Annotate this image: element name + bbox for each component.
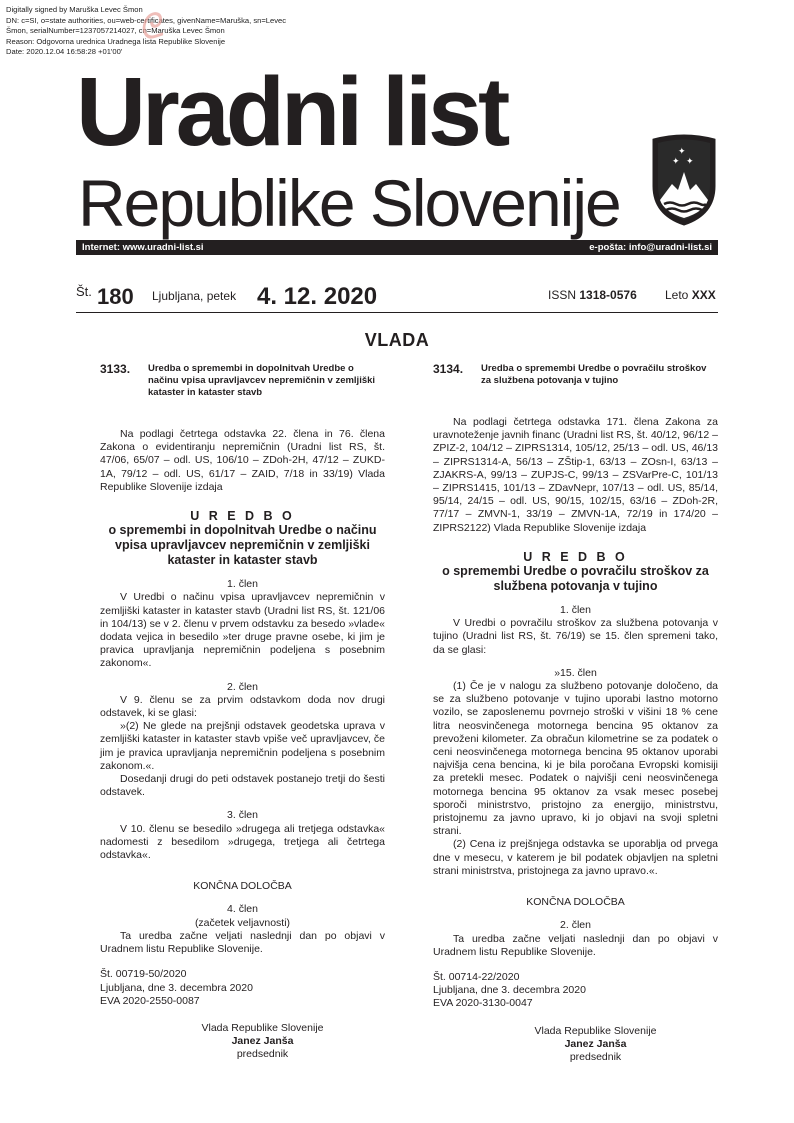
reference-date: Ljubljana, dne 3. decembra 2020 bbox=[433, 984, 586, 997]
reference-date: Ljubljana, dne 3. decembra 2020 bbox=[100, 981, 253, 994]
svg-text:✦: ✦ bbox=[678, 147, 686, 157]
clen-heading: 2. člen bbox=[560, 919, 591, 932]
signature-line: Date: 2020.12.04 16:58:28 +01'00' bbox=[6, 47, 123, 57]
signature-line: DN: c=SI, o=state authorities, ou=web-certificates, givenName=Maruška, sn=Levec bbox=[6, 15, 287, 25]
clen-heading: »15. člen bbox=[554, 666, 597, 679]
issue-number-label: Št. bbox=[76, 284, 92, 299]
clen-text: (1) Če je v nalogu za službeno potovanje določeno, da se za službeno potovanje v tujino uporabi lastno motorno vozilo, se zaposlenemu povrnejo stroški v višini 18 % cene litra neosvinčenega motornega bencina 95 oktanov za prevoženi kilometer. Za obračun kilometrine se za podatek o ceni neosvinčenega motornega bencina 95 oktanov uporabi najvišja cena bencina, ki je bila poročana Evropski komisiji za pretekli mesec. Podatek o najvišji ceni neosvinčenega motornega bencina 95 oktanov za vsak mesec posebej sporoči ministrstvo, pristojno za energijo, ministrstvu, pristojnemu za javno upravo, ki jo objavi na svoji spletni strani. bbox=[433, 680, 718, 838]
reference-number: Št. 00714-22/2020 bbox=[433, 970, 520, 983]
reference-eva: EVA 2020-2550-0087 bbox=[100, 994, 200, 1007]
article-header-title: Uredba o spremembi in dopolnitvah Uredbe o načinu vpisa upravljavcev nepremičnin v zemljiški kataster in kataster stavb bbox=[148, 363, 376, 398]
section-title: VLADA bbox=[364, 330, 430, 350]
reference-eva: EVA 2020-3130-0047 bbox=[433, 997, 533, 1010]
signatory-org: Vlada Republike Slovenije bbox=[201, 1021, 324, 1034]
svg-text:✦: ✦ bbox=[672, 157, 680, 167]
internet-link[interactable]: Internet: www.uradni-list.si bbox=[82, 242, 204, 253]
uredba-title: o spremembi Uredbe o povračilu stroškov za službena potovanja v tujino bbox=[442, 564, 709, 594]
reference-number: Št. 00719-50/2020 bbox=[100, 968, 187, 981]
coat-of-arms-icon bbox=[650, 134, 718, 226]
signatory-name: Janez Janša bbox=[231, 1035, 294, 1048]
issue-info-row bbox=[76, 280, 718, 314]
issn-value: 1318-0576 bbox=[579, 288, 637, 302]
clen-heading: 1. člen bbox=[560, 604, 591, 617]
clen-heading: 2. člen bbox=[227, 680, 258, 693]
clen-text: Dosedanji drugi do peti odstavek postanejo tretji do šesti odstavek. bbox=[100, 773, 385, 799]
signature-line: Digitally signed by Maruška Levec Šmon bbox=[6, 5, 143, 14]
signature-line: Reason: Odgovorna urednica Uradnega lista Republike Slovenije bbox=[6, 36, 226, 46]
masthead-subtitle: Republike Slovenije bbox=[78, 166, 620, 240]
signatory-role: predsednik bbox=[236, 1048, 289, 1061]
clen-heading: 3. člen bbox=[227, 809, 258, 822]
final-provision-heading: KONČNA DOLOČBA bbox=[193, 880, 292, 893]
article-3133 bbox=[100, 363, 385, 1062]
clen-text: »(2) Ne glede na prejšnji odstavek geodetska uprava v zemljiški kataster in kataster stavb vpiše več upravljavcev, če jim je pravica upravljanja nepremičnin podeljena s posebnim zakonom.«. bbox=[100, 720, 385, 772]
uredba-title: o spremembi in dopolnitvah Uredbe o načinu vpisa upravljavcev nepremičnin v zemljiški kataster in kataster stavb bbox=[108, 523, 377, 568]
masthead-banner bbox=[76, 240, 718, 255]
signatory-role: predsednik bbox=[569, 1050, 622, 1063]
issue-number: 180 bbox=[97, 284, 134, 309]
clen-heading: 1. člen bbox=[227, 578, 258, 591]
uredba-heading: U R E D B O bbox=[190, 509, 295, 524]
uredba-heading: U R E D B O bbox=[523, 549, 628, 564]
masthead-title: Uradni list bbox=[76, 57, 507, 166]
signature-stamp-mark: ᘓ bbox=[132, 5, 168, 51]
preamble: Na podlagi četrtega odstavka 22. člena in 76. člena Zakona o evidentiranju nepremičnin (Uradni list RS, št. 47/06, 65/07 – odl. US, 106/10 – ZDoh-2H, 47/12 – ZUKD-1A, 79/12 – odl. US, 61/17 – ZAID, 7/18 in 33/19) Vlada Republike Slovenije izdaja bbox=[100, 428, 385, 493]
leto-label: Leto bbox=[665, 288, 689, 302]
clen-text: V Uredbi o načinu vpisa upravljavcev nepremičnin v zemljiški kataster in kataster stavb (Uradni list RS, št. 121/06 in 104/13) se v 2. členu v prvem odstavku za besedo »vlade« dodata vejica in besedilo »ter druge pravne osebe, ki jim je pravica upravljanja nepremičnin podeljena s posebnim zakonom«. bbox=[100, 591, 385, 670]
signatory-org: Vlada Republike Slovenije bbox=[534, 1024, 657, 1037]
signatory-name: Janez Janša bbox=[564, 1037, 627, 1050]
year-volume bbox=[665, 288, 716, 302]
leto-value: XXX bbox=[691, 288, 716, 302]
article-number: 3133. bbox=[100, 362, 131, 376]
clen-text: V Uredbi o povračilu stroškov za službena potovanja v tujino (Uradni list RS, št. 76/19) se 15. člen spremeni tako, da se glasi: bbox=[433, 617, 718, 656]
article-header bbox=[433, 363, 718, 387]
issn-label: ISSN bbox=[548, 288, 577, 302]
article-3134 bbox=[433, 363, 718, 1064]
header-divider bbox=[76, 312, 718, 313]
final-provision-heading: KONČNA DOLOČBA bbox=[526, 896, 625, 909]
clen-text: Ta uredba začne veljati naslednji dan po objavi v Uradnem listu Republike Slovenije. bbox=[100, 929, 385, 956]
article-header-title: Uredba o spremembi Uredbe o povračilu stroškov za službena potovanja v tujino bbox=[481, 363, 707, 386]
email-link[interactable]: e-pošta: info@uradni-list.si bbox=[589, 242, 712, 253]
clen-text: (2) Cena iz prejšnjega odstavka se uporablja od prvega dne v mesecu, v katerem je bil podatek objavljen na spletni strani ministrstva, pristojnega za javno upravo.«. bbox=[433, 838, 718, 877]
article-header bbox=[100, 363, 385, 399]
issue-place: Ljubljana, petek bbox=[152, 289, 237, 303]
issue-date: 4. 12. 2020 bbox=[257, 283, 378, 310]
issn bbox=[548, 288, 637, 302]
clen-subheading: (začetek veljavnosti) bbox=[194, 916, 291, 929]
article-number: 3134. bbox=[433, 362, 464, 376]
clen-heading: 4. člen bbox=[227, 903, 258, 916]
signature-line: Šmon, serialNumber=1237057214027, cn=Maruška Levec Šmon bbox=[6, 26, 225, 36]
clen-text: V 10. členu se besedilo »drugega ali tretjega odstavka« nadomesti z besedilom »drugega, tretjega ali četrtega odstavka«. bbox=[100, 822, 385, 862]
preamble: Na podlagi četrtega odstavka 171. člena Zakona za uravnoteženje javnih financ (Uradni list RS, št. 40/12, 96/12 – ZPIZ-2, 104/12 – ZIPRS1314, 105/12, 25/13 – odl. US, 46/13 – ZIPRS1314-A, 56/13 – ZŠtip-1, 63/13 – ZOsn-I, 63/13 – ZJAKRS-A, 99/13 – ZUPJS-C, 99/13 – ZSVarPre-C, 101/13 – ZIPRS1415, 101/13 – ZDavNepr, 107/13 – odl. US, 85/14, 95/14, 24/15 – odl. US, 90/15, 102/15, 63/16 – ZDoh-2R, 77/17 – ZMVN-1, 33/19 – ZMVN-1A, 72/19 in 174/20 – ZIPRS2122) Vlada Republike Slovenije izdaja bbox=[433, 416, 718, 534]
svg-text:✦: ✦ bbox=[686, 157, 694, 167]
clen-text: V 9. členu se za prvim odstavkom doda nov drugi odstavek, ki se glasi: bbox=[100, 693, 385, 720]
clen-text: Ta uredba začne veljati naslednji dan po objavi v Uradnem listu Republike Slovenije. bbox=[433, 932, 718, 958]
